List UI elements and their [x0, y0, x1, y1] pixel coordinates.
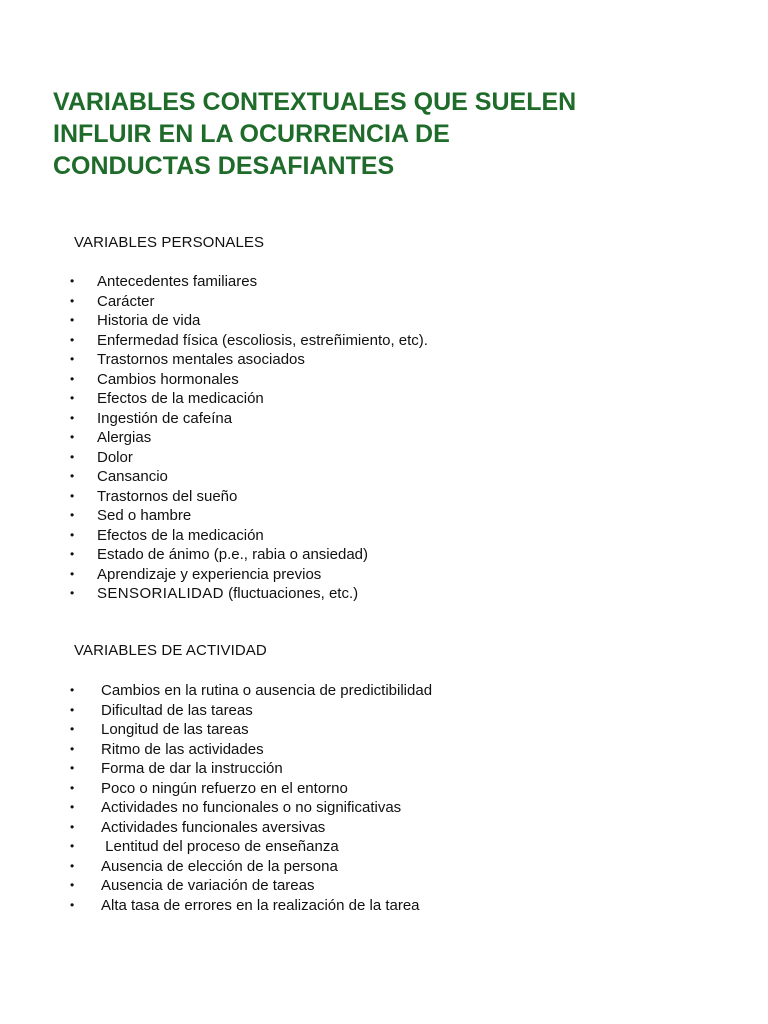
list-item	[70, 389, 428, 409]
bullet-icon: •	[70, 858, 75, 873]
list-item-text: Ausencia de elección de la persona	[101, 857, 338, 875]
list-item-text: Ingestión de cafeína	[97, 409, 233, 427]
list-item	[70, 720, 432, 740]
bullet-icon: •	[70, 293, 75, 308]
bullet-icon: •	[70, 819, 75, 834]
list-item	[70, 506, 428, 526]
bullet-icon: •	[70, 410, 75, 425]
list-item-text: Actividades no funcionales o no significativas	[101, 799, 402, 816]
list-item-text: Poco o ningún refuerzo en el entorno	[101, 779, 348, 797]
section-heading-personal: VARIABLES PERSONALES	[74, 234, 265, 251]
bullet-icon: •	[70, 586, 75, 600]
list-item	[70, 759, 432, 779]
bullet-icon: •	[70, 449, 75, 464]
list-item	[70, 272, 428, 292]
list-item-text: Dificultad de las tareas	[101, 701, 253, 719]
list-item	[70, 409, 428, 429]
list-item-text: Sed o hambre	[97, 507, 192, 524]
list-item-text: Aprendizaje y experiencia previos	[97, 565, 322, 583]
bullet-icon: •	[70, 469, 75, 483]
list-item	[70, 681, 432, 701]
list-item	[70, 565, 428, 585]
bullet-icon: •	[70, 488, 75, 503]
list-item	[70, 701, 432, 721]
list-item-text: Forma de dar la instrucción	[101, 760, 283, 777]
bullet-icon: •	[70, 702, 75, 717]
list-item	[70, 350, 428, 370]
list-item	[70, 526, 428, 546]
bullet-icon: •	[70, 371, 75, 386]
list-item	[70, 779, 432, 799]
list-item	[70, 798, 432, 818]
list-item	[70, 818, 432, 838]
bullet-icon: •	[70, 878, 75, 892]
title-line: CONDUCTAS DESAFIANTES	[53, 152, 395, 180]
bullet-icon: •	[70, 508, 75, 522]
list-item	[70, 448, 428, 468]
bullet-icon: •	[70, 761, 75, 775]
bullet-icon: •	[70, 741, 75, 756]
list-item-text: Trastornos del sueño	[97, 487, 238, 505]
list-item	[70, 740, 432, 760]
bullet-icon: •	[70, 313, 75, 327]
list-item	[70, 428, 428, 448]
list-item-text: Alta tasa de errores en la realización de la tarea	[101, 896, 420, 914]
list-item	[70, 837, 432, 857]
list-item-text: Efectos de la medicación	[97, 526, 264, 544]
title-line: VARIABLES CONTEXTUALES QUE SUELEN	[53, 88, 577, 116]
bullet-icon: •	[70, 897, 75, 912]
bullet-icon: •	[70, 839, 75, 853]
emphasis-text: SENSORIALIDAD	[97, 585, 224, 602]
bullet-icon: •	[70, 527, 75, 542]
page-title	[53, 86, 733, 182]
list-item-text: Historia de vida	[97, 312, 201, 329]
bullet-icon: •	[70, 391, 75, 405]
activity-variables-list	[70, 681, 432, 915]
list-item-text: Enfermedad física (escoliosis, estreñimiento, etc).	[97, 331, 428, 349]
list-item-text: Carácter	[97, 292, 155, 310]
list-item	[70, 857, 432, 877]
bullet-icon: •	[70, 430, 75, 444]
list-item	[70, 331, 428, 351]
list-item-text: Actividades funcionales aversivas	[101, 818, 326, 836]
list-item-rest: (fluctuaciones, etc.)	[223, 585, 359, 602]
list-item-text: Dolor	[97, 448, 133, 466]
list-item	[70, 370, 428, 390]
bullet-icon: •	[70, 332, 75, 347]
list-item	[70, 584, 428, 604]
list-item	[70, 545, 428, 565]
list-item-text: Cansancio	[97, 468, 168, 485]
list-item	[70, 876, 432, 896]
list-item-text	[97, 585, 358, 602]
list-item	[70, 487, 428, 507]
list-item-text: Ausencia de variación de tareas	[101, 877, 315, 894]
list-item	[70, 896, 432, 916]
list-item	[70, 467, 428, 487]
bullet-icon: •	[70, 547, 75, 561]
list-item-text: Alergias	[97, 429, 152, 446]
list-item-text: Lentitud del proceso de enseñanza	[101, 838, 339, 855]
section-heading-activity: VARIABLES DE ACTIVIDAD	[74, 642, 267, 659]
bullet-icon: •	[70, 800, 75, 814]
list-item-text: Cambios hormonales	[97, 370, 239, 388]
bullet-icon: •	[70, 352, 75, 366]
bullet-icon: •	[70, 683, 75, 697]
list-item	[70, 292, 428, 312]
list-item-text: Ritmo de las actividades	[101, 740, 264, 758]
list-item-text: Estado de ánimo (p.e., rabia o ansiedad)	[97, 546, 369, 563]
list-item-text: Antecedentes familiares	[97, 273, 258, 290]
bullet-icon: •	[70, 566, 75, 581]
list-item	[70, 311, 428, 331]
personal-variables-list	[70, 272, 428, 604]
bullet-icon: •	[70, 780, 75, 795]
bullet-icon: •	[70, 722, 75, 736]
bullet-icon: •	[70, 274, 75, 288]
title-line: INFLUIR EN LA OCURRENCIA DE	[53, 120, 450, 148]
list-item-text: Longitud de las tareas	[101, 721, 249, 738]
list-item-text: Cambios en la rutina o ausencia de predictibilidad	[101, 682, 433, 699]
list-item-text: Trastornos mentales asociados	[97, 351, 305, 368]
list-item-text: Efectos de la medicación	[97, 390, 264, 407]
